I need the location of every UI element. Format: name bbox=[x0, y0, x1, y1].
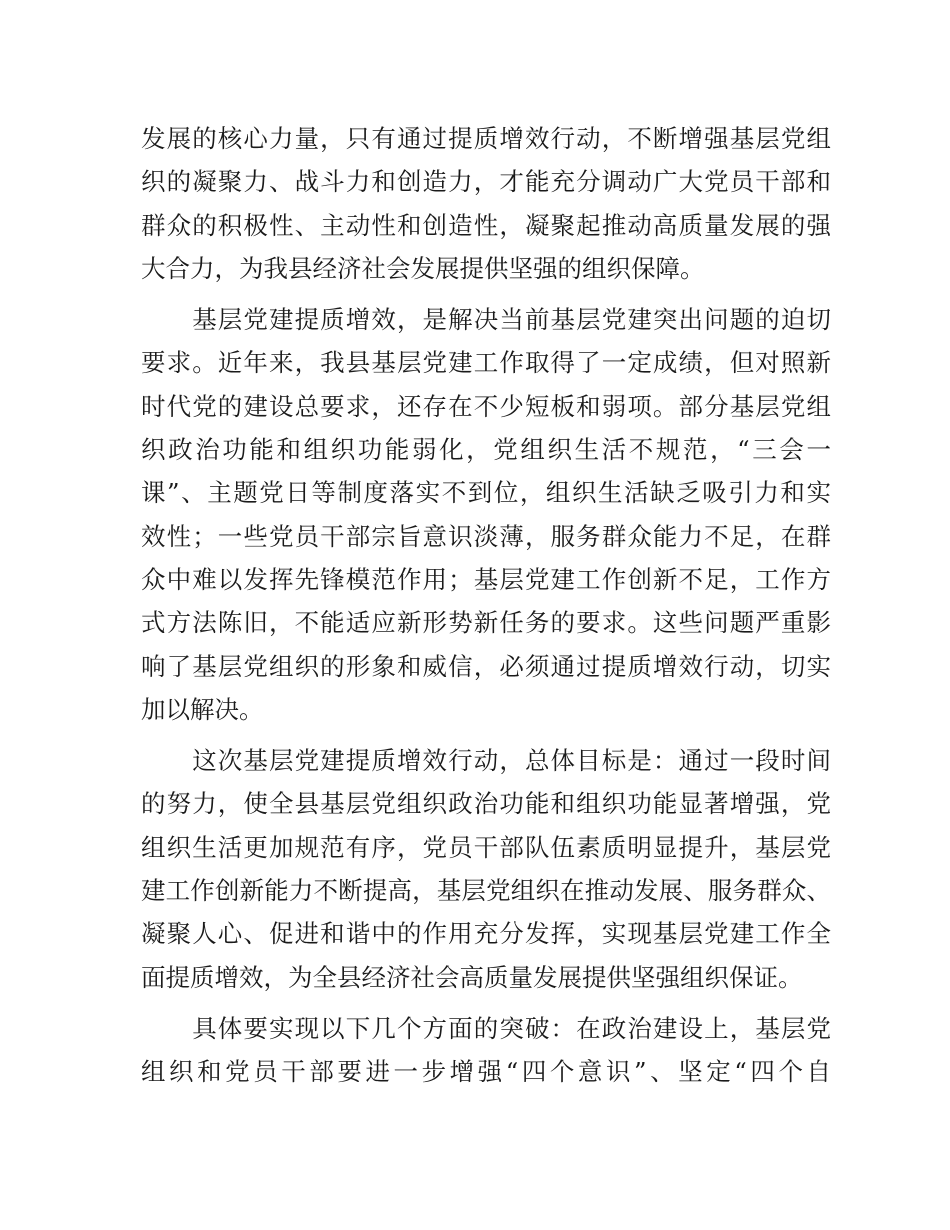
text-line: 发展的核心力量，只有通过提质增效行动，不断增强基层党组 bbox=[141, 124, 831, 153]
text-line: 效性；一些党员干部宗旨意识淡薄，服务群众能力不足，在群 bbox=[141, 521, 831, 551]
document-body bbox=[141, 117, 831, 1094]
text-line: 群众的积极性、主动性和创造性，凝聚起推动高质量发展的强 bbox=[141, 210, 831, 240]
paragraph-gap bbox=[141, 999, 831, 1007]
text-line: 大合力，为我县经济社会发展提供坚强的组织保障。 bbox=[141, 253, 705, 283]
text-line: 要求。近年来，我县基层党建工作取得了一定成绩，但对照新 bbox=[141, 348, 831, 378]
text-line: 织的凝聚力、战斗力和创造力，才能充分调动广大党员干部和 bbox=[141, 167, 831, 197]
text-line: 基层党建提质增效，是解决当前基层党建突出问题的迫切 bbox=[141, 305, 831, 335]
text-line: 组织和党员干部要进一步增强“四个意识”、坚定“四个自 bbox=[141, 1057, 831, 1087]
paragraph-gap bbox=[141, 290, 831, 298]
text-line: 众中难以发挥先锋模范作用；基层党建工作创新不足，工作方 bbox=[141, 564, 831, 594]
paragraph bbox=[141, 117, 831, 290]
paragraph bbox=[141, 298, 831, 731]
text-line: 加以解决。 bbox=[141, 694, 264, 724]
text-line: 建工作创新能力不断提高，基层党组织在推动发展、服务群众、 bbox=[141, 876, 831, 906]
paragraph-gap bbox=[141, 731, 831, 739]
text-line: 时代党的建设总要求，还存在不少短板和弱项。部分基层党组 bbox=[141, 391, 831, 421]
text-line: 课”、主题党日等制度落实不到位，组织生活缺乏吸引力和实 bbox=[141, 478, 831, 508]
text-line: 具体要实现以下几个方面的突破：在政治建设上，基层党 bbox=[141, 1013, 831, 1043]
paragraph bbox=[141, 739, 831, 999]
text-line: 组织生活更加规范有序，党员干部队伍素质明显提升，基层党 bbox=[141, 832, 831, 862]
text-line: 的努力，使全县基层党组织政治功能和组织功能显著增强，党 bbox=[141, 789, 831, 819]
paragraph bbox=[141, 1007, 831, 1094]
text-line: 凝聚人心、促进和谐中的作用充分发挥，实现基层党建工作全 bbox=[141, 919, 831, 949]
text-line: 面提质增效，为全县经济社会高质量发展提供坚强组织保证。 bbox=[141, 962, 803, 992]
text-line: 式方法陈旧，不能适应新形势新任务的要求。这些问题严重影 bbox=[141, 608, 831, 638]
text-line: 响了基层党组织的形象和威信，必须通过提质增效行动，切实 bbox=[141, 651, 831, 681]
text-line: 这次基层党建提质增效行动，总体目标是：通过一段时间 bbox=[141, 746, 831, 776]
text-line: 织政治功能和组织功能弱化，党组织生活不规范，“三会一 bbox=[141, 435, 831, 465]
